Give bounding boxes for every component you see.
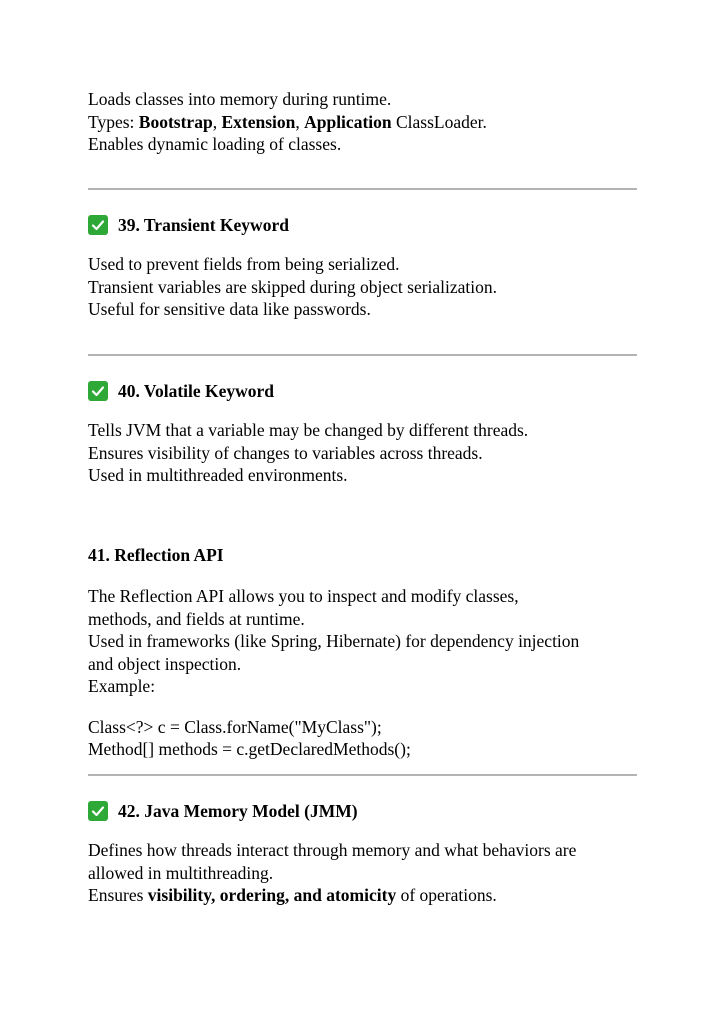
transient-line-2: Transient variables are skipped during object serialization.: [88, 276, 498, 297]
extension-term: Extension: [221, 111, 296, 132]
reflection-section: [88, 543, 579, 761]
check-mark-icon: [88, 381, 108, 401]
application-term: Application: [304, 111, 392, 132]
classloader-section: [88, 88, 487, 156]
reflection-line-3: Used in frameworks (like Spring, Hibernate) for dependency injection: [88, 631, 580, 651]
volatile-line-3: Used in multithreaded environments.: [88, 465, 348, 485]
transient-section: [88, 213, 497, 321]
jmm-line-1: Defines how threads interact through memory and what behaviors are: [88, 840, 577, 860]
reflection-heading: 41. Reflection API: [88, 545, 224, 565]
jmm-line-3-suffix: of operations.: [396, 885, 497, 905]
classloader-line-2: [88, 111, 487, 134]
transient-heading-text: 39. Transient Keyword: [118, 215, 289, 235]
jmm-line-2: allowed in multithreading.: [88, 862, 274, 883]
check-mark-icon: [88, 215, 108, 235]
reflection-code-line-1: Class<?> c = Class.forName("MyClass");: [88, 716, 382, 737]
jmm-key-properties: visibility, ordering, and atomicity: [147, 885, 397, 905]
jmm-heading: [88, 799, 576, 823]
classloader-suffix: ClassLoader.: [391, 111, 487, 132]
jmm-line-3-prefix: Ensures: [88, 885, 148, 905]
section-divider: [88, 188, 637, 190]
separator: ,: [295, 111, 305, 132]
reflection-line-4: and object inspection.: [88, 653, 242, 674]
classloader-types-label: Types:: [88, 111, 139, 132]
separator: ,: [212, 111, 222, 132]
reflection-line-1: The Reflection API allows you to inspect and modify classes,: [88, 586, 519, 606]
bootstrap-term: Bootstrap: [138, 111, 213, 132]
jmm-section: [88, 799, 576, 907]
jmm-line-3: [88, 884, 576, 907]
transient-heading: [88, 213, 497, 237]
section-divider: [88, 354, 637, 356]
volatile-line-2: Ensures visibility of changes to variables across threads.: [88, 442, 483, 463]
volatile-section: [88, 379, 528, 487]
classloader-line-1: Loads classes into memory during runtime.: [88, 89, 392, 109]
reflection-line-5: Example:: [88, 676, 156, 696]
section-divider: [88, 774, 637, 776]
transient-line-3: Useful for sensitive data like passwords.: [88, 299, 371, 319]
classloader-line-3: Enables dynamic loading of classes.: [88, 134, 342, 154]
transient-line-1: Used to prevent fields from being serialized.: [88, 254, 400, 274]
jmm-heading-text: 42. Java Memory Model (JMM): [118, 801, 358, 821]
reflection-code-line-2: Method[] methods = c.getDeclaredMethods();: [88, 739, 411, 759]
volatile-line-1: Tells JVM that a variable may be changed by different threads.: [88, 420, 529, 440]
volatile-heading-text: 40. Volatile Keyword: [118, 381, 275, 401]
volatile-heading: [88, 379, 528, 403]
reflection-line-2: methods, and fields at runtime.: [88, 608, 305, 629]
check-mark-icon: [88, 801, 108, 821]
